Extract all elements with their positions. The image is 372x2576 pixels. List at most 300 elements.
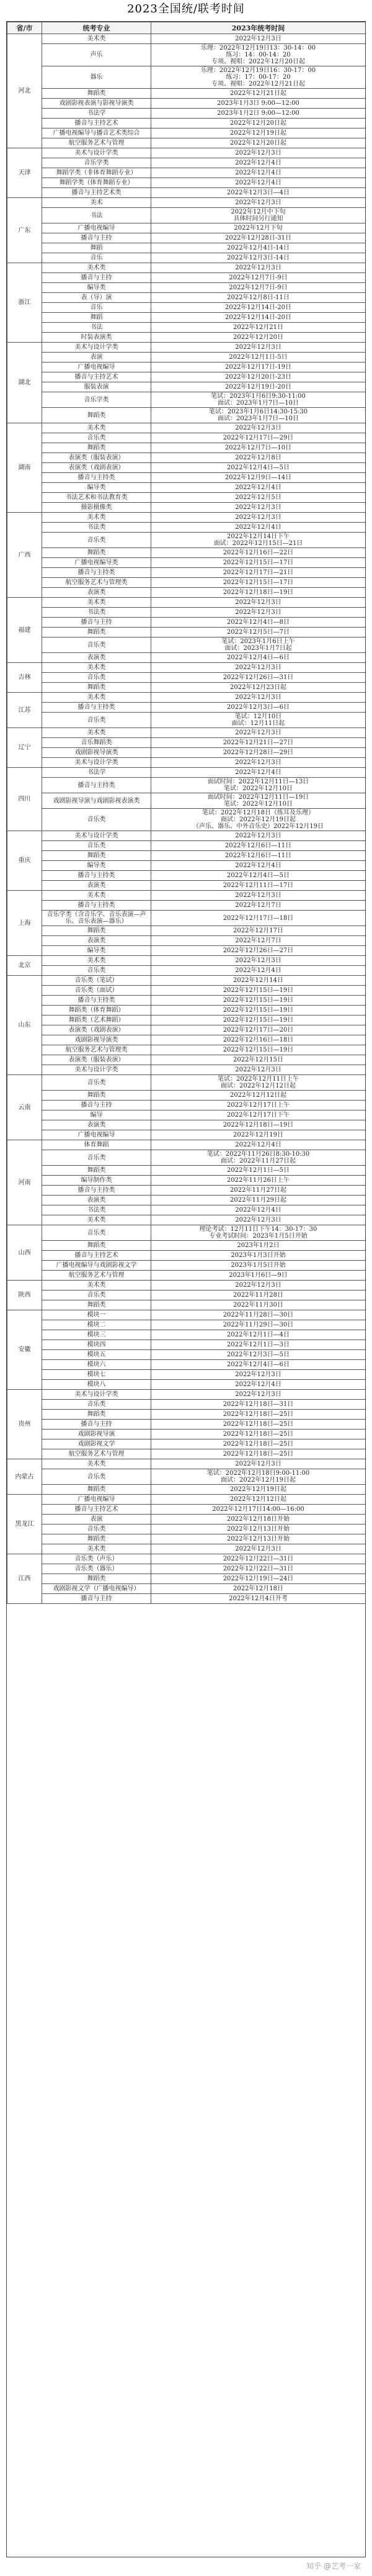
major-cell: 美术类	[42, 891, 151, 901]
major-cell: 播音与主持艺术	[42, 119, 151, 128]
major-cell: 音乐类（面试）	[42, 986, 151, 996]
major-cell: 美术与设计学类	[42, 1390, 151, 1400]
table-row	[7, 66, 366, 89]
exam-time-cell: 笔试：2022年12月11日上午 面试：2022年12月12日起	[151, 1075, 366, 1091]
major-cell: 美术类	[42, 663, 151, 673]
table-row	[7, 483, 366, 493]
exam-time-cell: 2022年12月15日—19日	[151, 1045, 366, 1055]
exam-time-cell: 2022年12月4日	[151, 1205, 366, 1215]
major-cell: 广播电视编导	[42, 363, 151, 372]
table-row	[7, 198, 366, 208]
major-cell: 舞蹈	[42, 313, 151, 323]
major-cell: 编导制作类	[42, 1176, 151, 1186]
exam-time-cell: 2022年12月7日	[151, 936, 366, 946]
major-cell: 戏剧影视文学（广播电视编导）	[42, 1584, 151, 1594]
table-row	[7, 1300, 366, 1310]
table-row	[7, 523, 366, 533]
table-row	[7, 1584, 366, 1594]
table-row	[7, 1045, 366, 1055]
table-row	[7, 1449, 366, 1459]
table-row	[7, 558, 366, 568]
major-cell: 编导类	[42, 946, 151, 956]
table-row	[7, 1290, 366, 1300]
table-row	[7, 809, 366, 831]
exam-time-cell: 2022年11月29日—30日	[151, 1320, 366, 1330]
exam-time-cell: 2022年12月11日—17日	[151, 881, 366, 891]
table-row	[7, 1130, 366, 1140]
major-cell: 舞蹈类	[42, 443, 151, 453]
province-cell: 山东	[7, 976, 42, 1075]
exam-time-cell: 2022年12月3日	[151, 1459, 366, 1469]
exam-time-cell: 2022年12月15日—19日	[151, 986, 366, 996]
exam-time-cell: 2022年12月15日—19日	[151, 996, 366, 1006]
exam-time-cell: 2022年12月6日—11日	[151, 841, 366, 851]
table-row	[7, 1225, 366, 1241]
exam-time-cell: 2022年12月17日—18日	[151, 911, 366, 926]
exam-time-cell: 2022年12月16日—18日	[151, 1035, 366, 1045]
major-cell: 美术	[42, 198, 151, 208]
exam-time-cell: 2022年12月5日—7日	[151, 628, 366, 637]
table-row	[7, 423, 366, 433]
exam-time-cell: 2022年12月中下旬 具体时间另行通知	[151, 208, 366, 223]
major-cell: 书法	[42, 208, 151, 223]
major-cell: 广播电视编导	[42, 223, 151, 233]
exam-time-cell: 2022年12月3日	[151, 148, 366, 158]
exam-time-cell: 2022年12月3日	[151, 263, 366, 273]
exam-time-cell: 2022年12月4日	[151, 1380, 366, 1390]
major-cell: 舞蹈类	[42, 851, 151, 861]
table-row	[7, 738, 366, 748]
major-cell: 书法类	[42, 523, 151, 533]
major-cell: 音乐类	[42, 841, 151, 851]
exam-time-cell: 笔试：2023年1月6日上午 面试：2023年1月7日起	[151, 637, 366, 653]
table-row	[7, 443, 366, 453]
major-cell: 美术类	[42, 728, 151, 738]
exam-time-cell: 2022年12月17日14:00—16:00	[151, 1505, 366, 1515]
table-row	[7, 1469, 366, 1485]
major-cell: 音乐学类（含音乐学、音乐表演—声乐、音乐表演—器乐）	[42, 911, 151, 926]
major-cell: 书法类	[42, 608, 151, 618]
exam-time-cell: 2022年12月3日	[151, 503, 366, 513]
exam-time-cell: 2022年12月18日—19日	[151, 588, 366, 598]
table-row	[7, 1186, 366, 1196]
exam-time-cell: 2022年12月22日—31日	[151, 1564, 366, 1574]
province-cell: 上海	[7, 891, 42, 956]
major-cell: 模块八	[42, 1380, 151, 1390]
table-row	[7, 323, 366, 333]
major-cell: 编导类	[42, 483, 151, 493]
province-cell: 黑龙江	[7, 1495, 42, 1554]
table-row	[7, 303, 366, 313]
major-cell: 模块七	[42, 1370, 151, 1380]
major-cell: 广播电视编导类	[42, 558, 151, 568]
table-row	[7, 1410, 366, 1420]
major-cell: 播音与主持艺术	[42, 1251, 151, 1261]
exam-time-cell: 面试时间：2022年12月11日—13日 笔试：2022年12月10日	[151, 778, 366, 793]
exam-time-cell: 2022年12月15日—19日	[151, 1016, 366, 1025]
exam-time-cell: 2022年12月19日	[151, 1130, 366, 1140]
table-row	[7, 408, 366, 423]
exam-time-cell: 2022年12月4日—8日	[151, 618, 366, 628]
major-cell: 美术类	[42, 263, 151, 273]
table-row	[7, 1350, 366, 1360]
major-cell: 播音与主持类	[42, 703, 151, 713]
major-cell: 舞蹈类	[42, 1574, 151, 1584]
table-row	[7, 253, 366, 263]
exam-time-cell: 2022年12月1日—5日	[151, 1166, 366, 1176]
table-row	[7, 663, 366, 673]
major-cell: 音乐类	[42, 1400, 151, 1410]
major-cell: 音乐学类	[42, 158, 151, 168]
major-cell: 音乐类	[42, 966, 151, 976]
table-row	[7, 263, 366, 273]
table-row	[7, 1215, 366, 1225]
table-row	[7, 513, 366, 523]
table-row	[7, 1400, 366, 1410]
major-cell: 表演类（戏剧表演）	[42, 1025, 151, 1035]
table-row	[7, 778, 366, 793]
exam-time-cell: 2022年12月3日	[151, 343, 366, 353]
exam-time-cell: 2022年12月1日-5日	[151, 353, 366, 363]
exam-time-cell: 2022年12月21日	[151, 323, 366, 333]
table-row	[7, 891, 366, 901]
table-row	[7, 1271, 366, 1281]
table-row	[7, 911, 366, 926]
exam-time-cell: 2022年12月4日	[151, 158, 366, 168]
page-title: 2023全国统/联考时间	[127, 2, 245, 16]
exam-time-cell: 2022年12月7日-9日	[151, 273, 366, 283]
table-row	[7, 728, 366, 738]
major-cell: 音乐类（笔试）	[42, 976, 151, 986]
exam-time-cell: 2022年12月4日	[151, 168, 366, 178]
table-row	[7, 283, 366, 293]
table-row	[7, 1091, 366, 1101]
major-cell: 美术类	[42, 956, 151, 966]
exam-time-cell: 2022年12月21日—27日	[151, 738, 366, 748]
exam-time-cell: 2022年12月22日—31日	[151, 1554, 366, 1564]
exam-time-cell: 2022年12月17日—21日	[151, 568, 366, 578]
major-cell: 音乐类	[42, 1524, 151, 1534]
table-row	[7, 1166, 366, 1176]
table-row	[7, 293, 366, 303]
major-cell: 音乐类	[42, 713, 151, 728]
exam-time-cell: 2022年12月8日	[151, 453, 366, 463]
exam-time-cell: 2022年12月4日	[151, 1140, 366, 1150]
table-row	[7, 1524, 366, 1534]
exam-time-cell: 2022年12月28日—29日	[151, 748, 366, 758]
major-cell: 美术类	[42, 1459, 151, 1469]
exam-time-cell: 2022年12月14日	[151, 976, 366, 986]
table-row	[7, 1320, 366, 1330]
major-cell: 表演类（服装表演）	[42, 1055, 151, 1065]
major-cell: 音乐类	[42, 1075, 151, 1091]
exam-time-cell: 2022年11月30日	[151, 1300, 366, 1310]
exam-time-cell: 笔试：2022年11月26日8:30-10:30 面试：2022年11月27日起	[151, 1150, 366, 1166]
table-row	[7, 1485, 366, 1495]
major-cell: 戏剧影视文学	[42, 1439, 151, 1449]
major-cell: 音乐学类	[42, 392, 151, 408]
exam-time-cell: 2022年12月3日	[151, 1215, 366, 1225]
exam-time-cell: 2023年1月2日	[151, 1241, 366, 1251]
table-row	[7, 109, 366, 119]
exam-time-cell: 2022年12月19日起	[151, 1485, 366, 1495]
exam-time-cell: 2022年12月3日	[151, 198, 366, 208]
major-cell: 表演类（服装表演）	[42, 453, 151, 463]
major-cell: 编导	[42, 1110, 151, 1120]
table-row	[7, 926, 366, 936]
province-cell: 福建	[7, 598, 42, 663]
province-cell: 河南	[7, 1140, 42, 1225]
major-cell: 广播电视编导与播音艺术类综合	[42, 128, 151, 138]
exam-time-cell: 2022年12月3日	[151, 423, 366, 433]
major-cell: 表（导）演	[42, 293, 151, 303]
exam-time-cell: 笔试：2023年1月6日14:30-15:30 面试：2023年1月7日—10日	[151, 408, 366, 423]
major-cell: 舞蹈类	[42, 1300, 151, 1310]
exam-time-cell: 2022年12月3日	[151, 693, 366, 703]
province-cell: 内蒙古	[7, 1459, 42, 1495]
table-row	[7, 1176, 366, 1186]
exam-time-cell: 2022年11月29日起	[151, 1196, 366, 1205]
table-row	[7, 851, 366, 861]
exam-time-cell: 2022年12月18日开始	[151, 1515, 366, 1524]
table-row	[7, 598, 366, 608]
watermark: 知乎 @艺考一家	[306, 2562, 361, 2570]
province-cell: 重庆	[7, 831, 42, 891]
major-cell: 美术与设计学类	[42, 148, 151, 158]
table-row	[7, 128, 366, 138]
table-row	[7, 1515, 366, 1524]
table-row	[7, 99, 366, 109]
major-cell: 表演类	[42, 1196, 151, 1205]
major-cell: 舞蹈类	[42, 683, 151, 693]
exam-time-cell: 2022年12月15日—17日	[151, 558, 366, 568]
province-cell: 浙江	[7, 263, 42, 343]
major-cell: 航空服务艺术与管理	[42, 138, 151, 148]
table-row	[7, 1101, 366, 1110]
table-row	[7, 188, 366, 198]
exam-time-cell: 2022年12月19日—24日	[151, 1574, 366, 1584]
exam-time-cell: 面试时间：2022年12月11日—19日 笔试：2022年12月10日	[151, 793, 366, 809]
table-row	[7, 353, 366, 363]
exam-time-cell: 2022年12月3日	[151, 663, 366, 673]
table-row	[7, 1120, 366, 1130]
exam-time-cell: 2022年12月4日—6日	[151, 653, 366, 663]
major-cell: 戏剧影视导演与戏剧影视表演类	[42, 793, 151, 809]
exam-time-cell: 2022年12月18日—25日	[151, 1449, 366, 1459]
major-cell: 表演类	[42, 1120, 151, 1130]
exam-time-cell: 2022年12月3日-14日	[151, 253, 366, 263]
province-cell: 陕西	[7, 1281, 42, 1310]
exam-time-cell: 乐理：2022年12月19日16：30-17：00 练习：17：00-17：20 专项、视唱：2022年12月21日起	[151, 66, 366, 89]
table-row	[7, 34, 366, 44]
exam-time-cell: 2022年12月4日—5日	[151, 463, 366, 473]
province-cell: 四川	[7, 768, 42, 831]
table-row	[7, 493, 366, 503]
exam-time-cell: 2022年12月4日	[151, 178, 366, 188]
major-cell: 美术类	[42, 1281, 151, 1290]
major-cell: 广播电视编导与戏剧影视文学	[42, 1261, 151, 1271]
exam-time-cell: 乐理：2022年12月19日13：30-14：00 练习：14：00-14：20 专项、视唱：2022年12月20日起	[151, 44, 366, 66]
province-cell: 山西	[7, 1225, 42, 1281]
table-row	[7, 831, 366, 841]
major-cell: 模块一	[42, 1310, 151, 1320]
table-row	[7, 1140, 366, 1150]
table-row	[7, 946, 366, 956]
province-cell: 辽宁	[7, 728, 42, 768]
major-cell: 书法学	[42, 768, 151, 778]
major-cell: 舞蹈	[42, 243, 151, 253]
exam-time-cell: 2022年12月17日-19日	[151, 363, 366, 372]
major-cell: 播音与主持类	[42, 473, 151, 483]
table-row	[7, 1534, 366, 1544]
exam-time-cell: 2022年12月4日—5日	[151, 871, 366, 881]
province-cell: 广西	[7, 513, 42, 598]
table-row	[7, 1495, 366, 1505]
exam-time-cell: 2023年1月3日开始	[151, 1251, 366, 1261]
table-row	[7, 463, 366, 473]
exam-time-cell: 2022年12月8日-11日	[151, 293, 366, 303]
major-cell: 音乐类	[42, 1150, 151, 1166]
major-cell: 表演类	[42, 653, 151, 663]
major-cell: 音乐类	[42, 1469, 151, 1485]
major-cell: 音乐类	[42, 1225, 151, 1241]
major-cell: 播音与主持类	[42, 568, 151, 578]
province-cell: 湖北	[7, 343, 42, 423]
exam-time-cell: 理论考试：12月11日下午14：30-17：30 专业考试时间：2023年1月5日开始	[151, 1225, 366, 1241]
exam-time-cell: 2022年12月12日起	[151, 1495, 366, 1505]
exam-time-cell: 2022年12月9日—14日	[151, 473, 366, 483]
table-row	[7, 996, 366, 1006]
table-row	[7, 273, 366, 283]
major-cell: 编导类	[42, 861, 151, 871]
table-row	[7, 44, 366, 66]
province-cell: 广东	[7, 198, 42, 263]
table-row	[7, 208, 366, 223]
table-row	[7, 1370, 366, 1380]
table-row	[7, 588, 366, 598]
exam-time-cell: 2022年12月20日起	[151, 138, 366, 148]
table-row	[7, 1241, 366, 1251]
exam-time-cell: 2022年12月7日—10日	[151, 443, 366, 453]
province-cell: 江苏	[7, 693, 42, 728]
major-cell: 音乐	[42, 303, 151, 313]
exam-time-cell: 2023年1月2日 9:00—12:00	[151, 109, 366, 119]
major-cell: 舞蹈类	[42, 408, 151, 423]
exam-time-cell: 2022年12月6日—11日	[151, 851, 366, 861]
exam-schedule-sheet	[6, 21, 366, 2557]
exam-time-cell: 2022年12月18日—19日	[151, 1120, 366, 1130]
major-cell: 器乐	[42, 66, 151, 89]
exam-time-cell: 2022年11月28日—30日	[151, 1310, 366, 1320]
table-row	[7, 1196, 366, 1205]
table-row	[7, 901, 366, 911]
table-row	[7, 453, 366, 463]
major-cell: 播音与主持艺术	[42, 1505, 151, 1515]
table-row	[7, 1330, 366, 1340]
exam-time-cell: 2022年12月3日	[151, 1281, 366, 1290]
exam-time-cell: 笔试：12月10日 面试：12月11日起	[151, 713, 366, 728]
exam-time-cell: 2022年12月13日开始	[151, 1534, 366, 1544]
major-cell: 音乐类（器乐）	[42, 1564, 151, 1574]
exam-time-cell: 2022年12月3日	[151, 598, 366, 608]
major-cell: 美术类	[42, 693, 151, 703]
table-row	[7, 1574, 366, 1584]
table-row	[7, 1340, 366, 1350]
exam-time-cell: 2022年12月18日—25日	[151, 1420, 366, 1430]
table-row	[7, 986, 366, 996]
table-row	[7, 473, 366, 483]
table-header-row	[7, 22, 366, 34]
major-cell: 舞蹈类（艺术舞蹈）	[42, 1016, 151, 1025]
major-cell: 音乐类	[42, 637, 151, 653]
province-cell: 河北	[7, 34, 42, 148]
major-cell: 表演类	[42, 936, 151, 946]
major-cell: 舞蹈类	[42, 1166, 151, 1176]
header-major: 统考专业	[42, 22, 151, 34]
table-row	[7, 1205, 366, 1215]
table-row	[7, 841, 366, 851]
exam-time-cell: 2023年1月6日—9日	[151, 1271, 366, 1281]
major-cell: 音乐类（声乐）	[42, 1554, 151, 1564]
table-row	[7, 533, 366, 548]
exam-time-cell: 2022年12月18日—25日	[151, 1439, 366, 1449]
major-cell: 舞蹈类	[42, 1241, 151, 1251]
table-row	[7, 653, 366, 663]
exam-time-cell: 2022年12月3日	[151, 1544, 366, 1554]
exam-time-cell: 2022年12月14日下午 面试：2022年12月15日—21日	[151, 533, 366, 548]
exam-time-cell: 2022年12月7日	[151, 901, 366, 911]
table-row	[7, 881, 366, 891]
exam-time-cell: 2022年12月26日—31日	[151, 673, 366, 683]
major-cell: 美术类	[42, 34, 151, 44]
exam-time-cell: 2022年12月3日	[151, 608, 366, 618]
major-cell: 美术类	[42, 598, 151, 608]
table-row	[7, 333, 366, 343]
province-cell: 江西	[7, 1554, 42, 1604]
exam-time-cell: 2022年12月3日—6日	[151, 703, 366, 713]
exam-time-cell: 2022年12月17日下午	[151, 1110, 366, 1120]
table-body	[7, 34, 366, 1604]
table-row	[7, 1025, 366, 1035]
exam-time-cell: 2022年12月4日	[151, 483, 366, 493]
table-row	[7, 1006, 366, 1016]
exam-time-cell: 2022年12月18日—25日	[151, 1410, 366, 1420]
table-row	[7, 1075, 366, 1091]
major-cell: 美术与设计学类	[42, 1065, 151, 1075]
table-row	[7, 1564, 366, 1574]
major-cell: 美术类	[42, 513, 151, 523]
major-cell: 模块六	[42, 1360, 151, 1370]
table-row	[7, 1251, 366, 1261]
table-row	[7, 758, 366, 768]
table-row	[7, 793, 366, 809]
major-cell: 播音与主持艺术类	[42, 188, 151, 198]
major-cell: 书法艺术和书法教育类	[42, 493, 151, 503]
major-cell: 舞蹈学类（体育舞蹈专业）	[42, 178, 151, 188]
major-cell: 音乐类	[42, 433, 151, 443]
exam-schedule-table	[7, 22, 366, 1604]
exam-time-cell: 2022年12月4日	[151, 523, 366, 533]
exam-time-cell: 2022年12月13日开始	[151, 1524, 366, 1534]
exam-time-cell: 2022年12月3日	[151, 758, 366, 768]
table-row	[7, 1459, 366, 1469]
exam-time-cell: 2022年12月3日	[151, 1065, 366, 1075]
major-cell: 模块三	[42, 1330, 151, 1340]
table-row	[7, 637, 366, 653]
header-time: 2023年统考时间	[151, 22, 366, 34]
major-cell: 航空服务艺术与管理	[42, 1271, 151, 1281]
table-row	[7, 628, 366, 637]
